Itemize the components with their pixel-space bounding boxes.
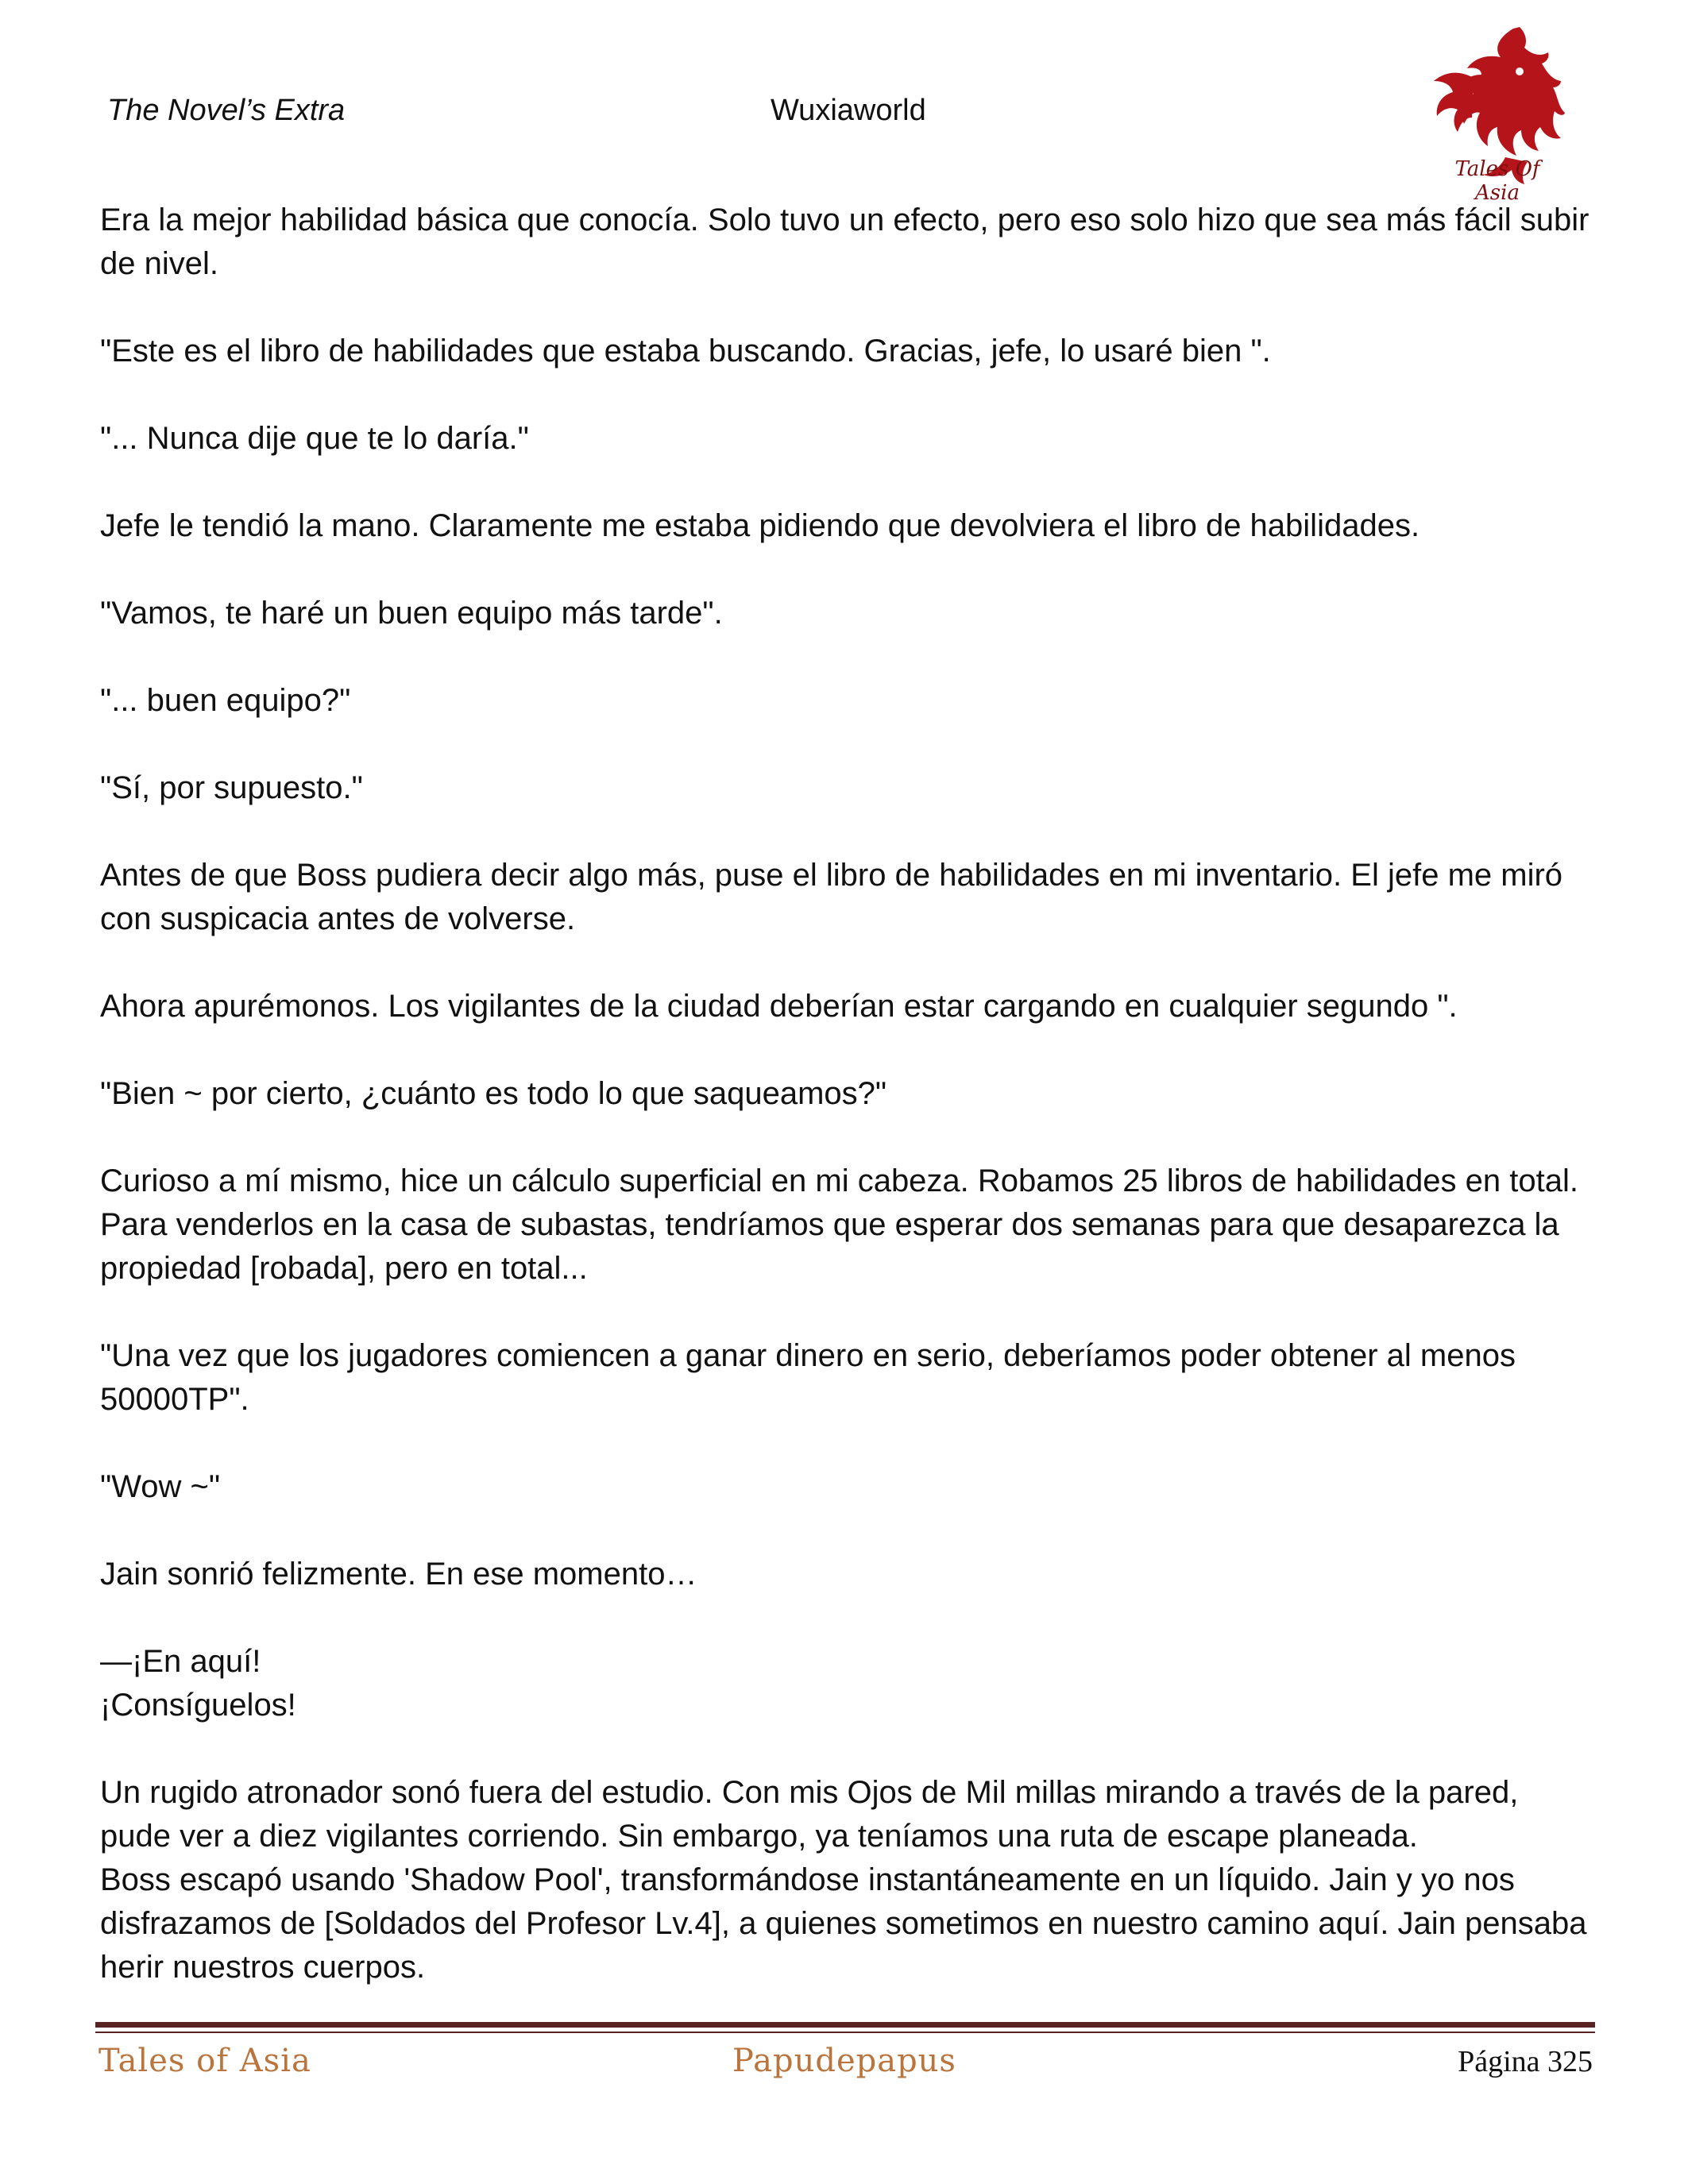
paragraph: Ahora apurémonos. Los vigilantes de la ciudad deberían estar cargando en cualquier segundo ".	[100, 989, 1458, 1024]
paragraph: Un rugido atronador sonó fuera del estudio. Con mis Ojos de Mil millas mirando a través de la pared, pude ver a diez vigilantes corriendo. Sin embargo, ya teníamos una ruta de escape planeada.	[100, 1775, 1519, 1854]
paragraph: Jefe le tendió la mano. Claramente me estaba pidiendo que devolviera el libro de habilidades.	[100, 508, 1420, 543]
paragraph: Era la mejor habilidad básica que conocía. Solo tuvo un efecto, pero eso solo hizo que sea más fácil subir de nivel.	[100, 203, 1590, 281]
paragraph: "Bien ~ por cierto, ¿cuánto es todo lo que saqueamos?"	[100, 1076, 887, 1111]
paragraph: "... buen equipo?"	[100, 683, 351, 718]
footer-translator: Papudepapus	[732, 2043, 956, 2079]
paragraph: Antes de que Boss pudiera decir algo más, puse el libro de habilidades en mi inventario. El jefe me miró con suspicacia antes de volverse.	[100, 858, 1563, 936]
footer-rule-thin	[95, 2032, 1595, 2033]
header-novel-title: The Novel’s Extra	[107, 94, 346, 127]
paragraph: "Sí, por supuesto."	[100, 770, 363, 805]
page-number: Página 325	[1458, 2045, 1593, 2078]
chapter-body	[100, 199, 1593, 2033]
paragraph: "Wow ~"	[100, 1469, 221, 1504]
footer-rule-thick	[95, 2022, 1595, 2028]
paragraph: "Una vez que los jugadores comiencen a ganar dinero en serio, deberíamos poder obtener al menos 50000TP".	[100, 1338, 1516, 1417]
paragraph: Curioso a mí mismo, hice un cálculo superficial en mi cabeza. Robamos 25 libros de habilidades en total. Para venderlos en la casa de subastas, tendríamos que esperar dos semanas para que desaparezca la propiedad [robada], pero en total...	[100, 1163, 1578, 1286]
paragraph: Jain sonrió felizmente. En ese momento…	[100, 1557, 697, 1592]
paragraph: "Vamos, te haré un buen equipo más tarde".	[100, 596, 723, 631]
paragraph: ¡Consíguelos!	[100, 1688, 296, 1723]
header-source: Wuxiaworld	[771, 94, 926, 127]
footer-site-name: Tales of Asia	[98, 2043, 311, 2079]
paragraph: "Este es el libro de habilidades que estaba buscando. Gracias, jefe, lo usaré bien ".	[100, 334, 1271, 369]
paragraph: Boss escapó usando 'Shadow Pool', transformándose instantáneamente en un líquido. Jain y yo nos disfrazamos de [Soldados del Profesor Lv.4], a quienes sometimos en nuestro camino aquí. Jain pensaba herir nuestros cuerpos.	[100, 1862, 1587, 1985]
paragraph: —¡En aquí!	[100, 1644, 261, 1679]
logo-text: Tales Of Asia	[1454, 157, 1540, 205]
paragraph: "... Nunca dije que te lo daría."	[100, 421, 529, 456]
